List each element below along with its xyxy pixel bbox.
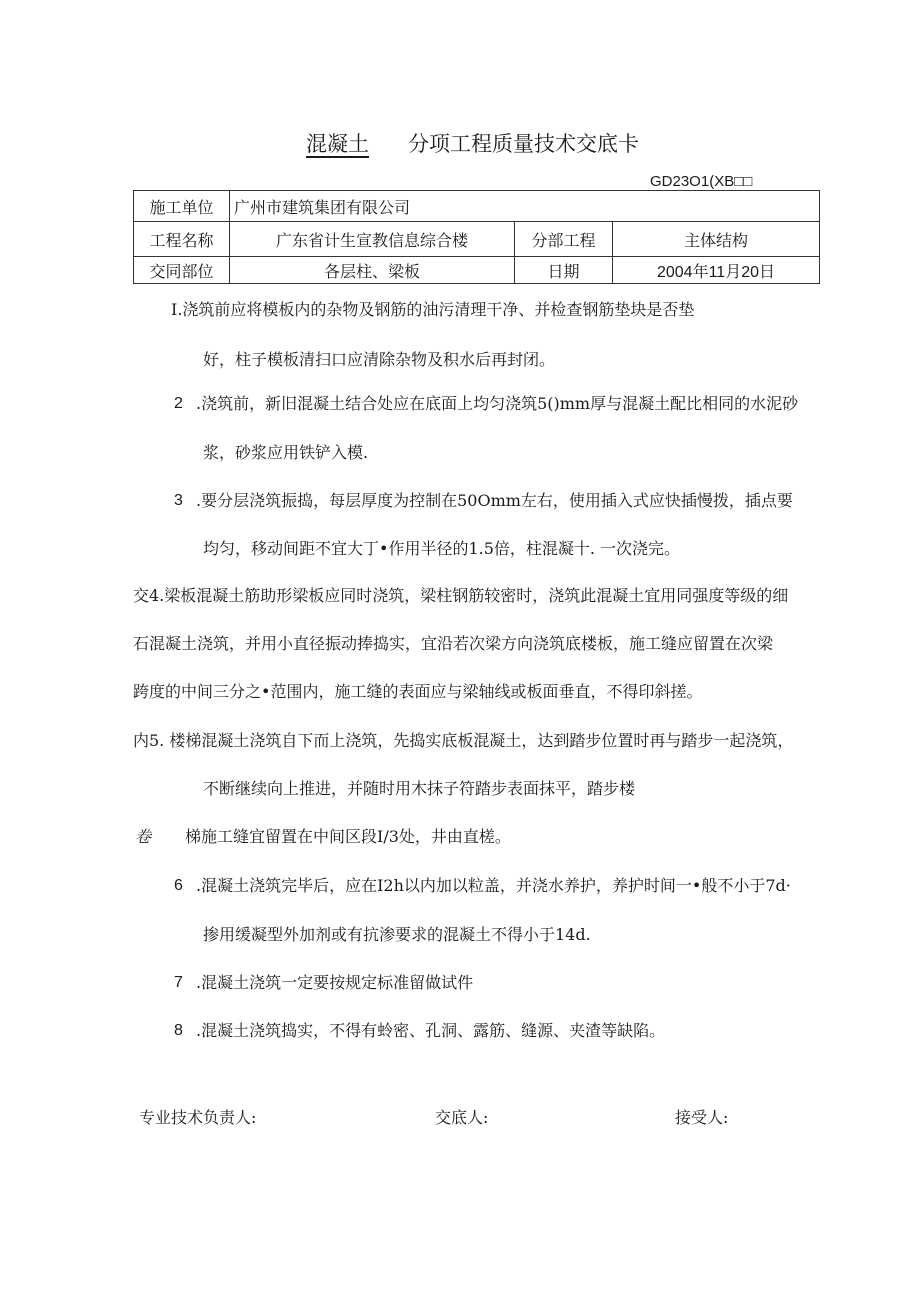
table-row (134, 222, 820, 257)
date-value: 2004年11月20日 (613, 257, 820, 284)
paragraph-line: 石混凝土浇筑，并用小直径振动捧捣实，宜沿若次梁方向浇筑底楼板，施工缝应留置在次梁 (133, 634, 774, 653)
title-subject: 混凝土 (306, 132, 369, 156)
item-number: 2 (174, 395, 183, 412)
unit-value: 广州市建筑集团有限公司 (230, 191, 820, 222)
location-value: 各层柱、梁板 (230, 257, 515, 284)
paragraph-line: .混凝土浇筑一定要按规定标准留做试件 (196, 973, 474, 992)
margin-mark: 卷 (135, 827, 152, 846)
item-number: 8 (174, 1022, 183, 1039)
paragraph-line: 浆，砂浆应用铁铲入模. (203, 443, 369, 462)
paragraph-line: 不断继续向上推进，并随时用木抹子符踏步表面抹平，踏步楼 (203, 779, 636, 798)
signature-tech: 专业技术负责人: (139, 1108, 257, 1127)
table-row (134, 257, 820, 284)
signature-receiver: 接受人: (675, 1108, 729, 1127)
paragraph-line: 好，柱子模板清扫口应清除杂物及积水后再封闭。 (203, 350, 556, 369)
location-label: 交同部位 (134, 257, 230, 284)
table-row (134, 191, 820, 222)
paragraph-line: 内5. 楼梯混凝土浇筑自下而上浇筑，先捣实底板混凝土，达到踏步位置时再与踏步一起浇筑， (133, 731, 794, 750)
paragraph-line: 均匀，移动间距不宜大丁•作用半径的1.5倍，柱混凝十. 一次浇完。 (203, 539, 681, 558)
paragraph-line: 掺用缓凝型外加剂或有抗渗要求的混凝土不得小于14d. (203, 925, 591, 944)
paragraph-line: .混凝土浇筑完毕后，应在I2h以内加以粒盖，并浇水养护，养护时间一•般不小于7d· (196, 876, 791, 895)
paragraph-line: I.浇筑前应将模板内的杂物及钢筋的油污清理干净、并检查钢筋垫块是否垫 (171, 300, 695, 319)
unit-label: 施工单位 (134, 191, 230, 222)
paragraph-line: .混凝土浇筑捣实，不得有蛉密、孔洞、露筋、缝源、夹渣等缺陷。 (196, 1021, 666, 1040)
project-label: 工程名称 (134, 222, 230, 257)
project-value: 广东省计生宣教信息综合楼 (230, 222, 515, 257)
item-number: 7 (174, 974, 183, 991)
paragraph-line: 跨度的中间三分之•范围内，施工缝的表面应与梁轴线或板面垂直，不得印斜搓。 (133, 682, 703, 701)
paragraph-line: .要分层浇筑振捣，每层厚度为控制在50Omm左右，使用插入式应快插慢拨，插点要 (196, 491, 793, 510)
subproject-label: 分部工程 (515, 222, 613, 257)
signature-handover: 交底人: (435, 1108, 489, 1127)
paragraph-line: 梯施工缝宜留置在中间区段I/3处，井由直槎。 (185, 827, 511, 846)
paragraph-line: 交4.梁板混凝土筋助形梁板应同时浇筑，梁柱钢筋较密时，浇筑此混凝土宜用同强度等级的细 (133, 586, 789, 605)
paragraph-line: .浇筑前，新旧混凝土结合处应在底面上均匀浇筑5()mm厚与混凝土配比相同的水泥砂 (196, 394, 799, 413)
item-number: 6 (174, 877, 183, 894)
page-title: 分项工程质量技术交底卡 (408, 132, 639, 156)
date-label: 日期 (515, 257, 613, 284)
document-number: GD23O1(XB□□ (650, 173, 753, 190)
info-table (133, 190, 820, 284)
item-number: 3 (174, 492, 183, 509)
subproject-value: 主体结构 (613, 222, 820, 257)
